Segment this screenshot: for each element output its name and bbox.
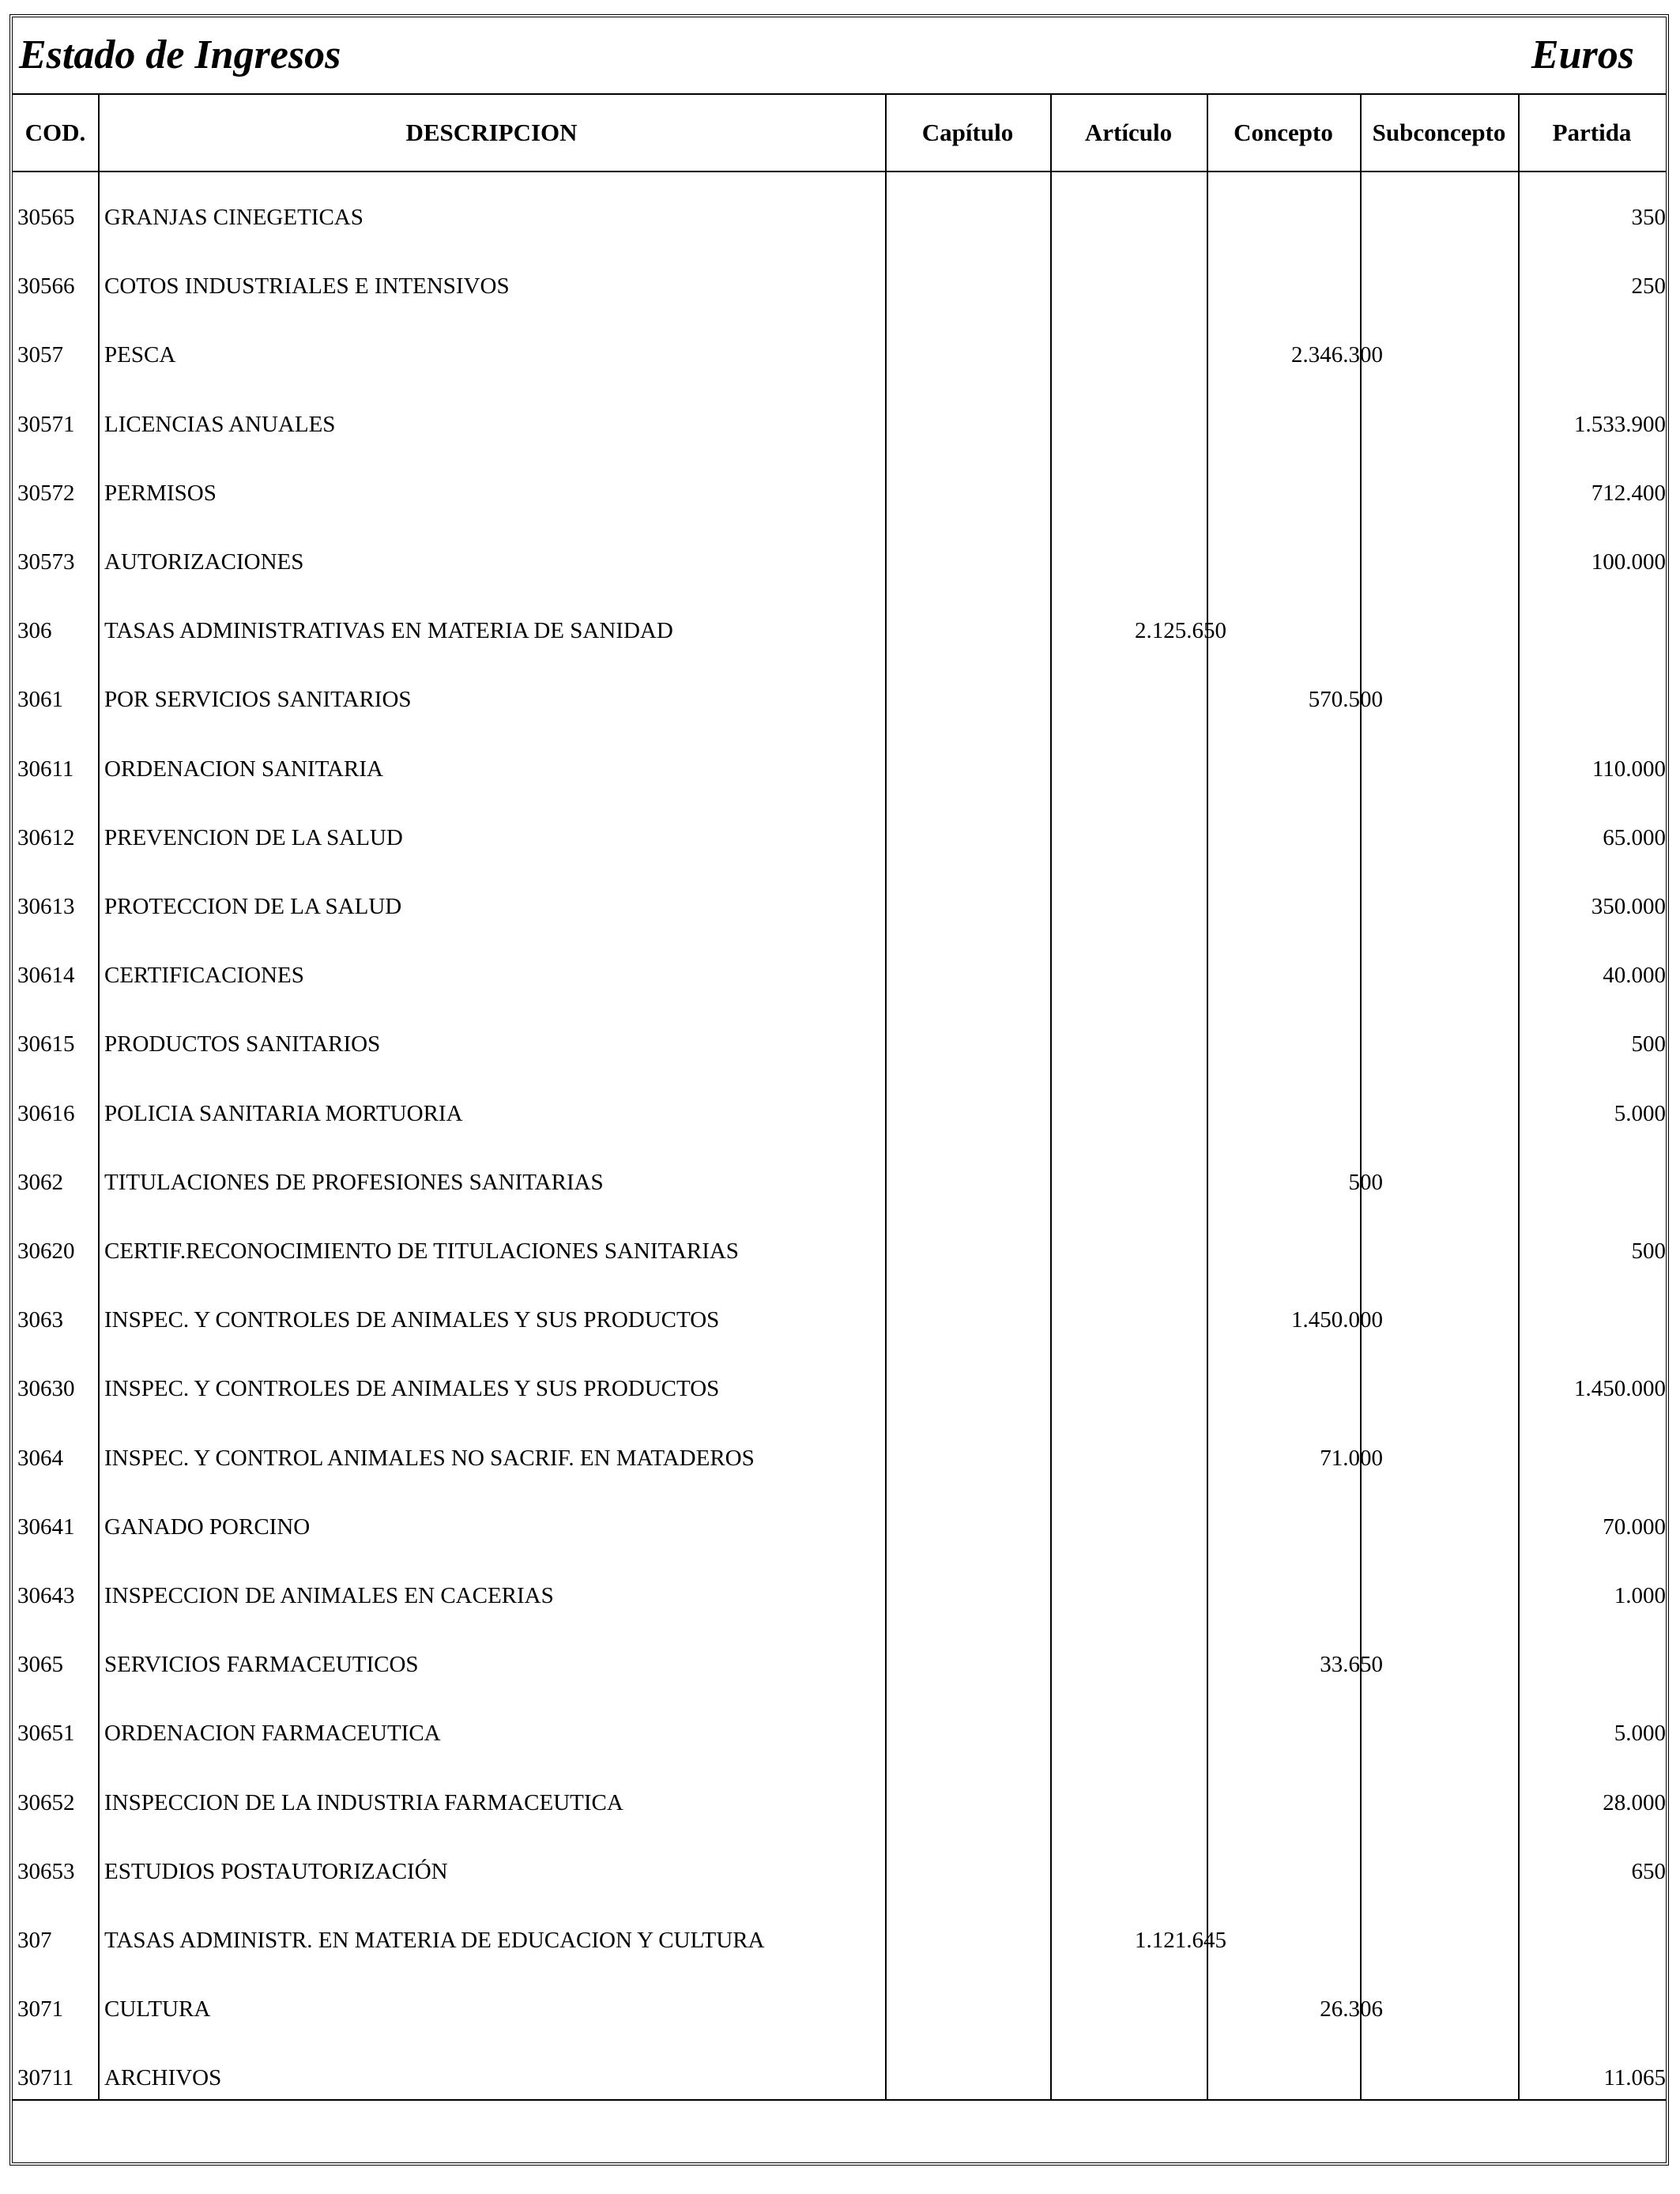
- row-partida: 250: [1631, 273, 1666, 300]
- row-code: 3057: [17, 342, 63, 368]
- row-code: 3061: [17, 687, 63, 713]
- table-row: [13, 2044, 1666, 2113]
- row-code: 30613: [17, 894, 75, 919]
- row-description: CULTURA: [104, 1996, 211, 2022]
- col-header-concepto: Concepto: [1234, 119, 1333, 146]
- table-row: [13, 1080, 1666, 1148]
- table-row: [13, 528, 1666, 597]
- row-partida: 350: [1631, 205, 1666, 230]
- row-partida: 40.000: [1603, 963, 1666, 989]
- row-code: 30641: [17, 1514, 75, 1540]
- table-row: [13, 1010, 1666, 1079]
- row-description: SERVICIOS FARMACEUTICOS: [104, 1652, 419, 1678]
- row-partida: 350.000: [1591, 894, 1666, 919]
- table-row: [13, 1148, 1666, 1217]
- row-description: POLICIA SANITARIA MORTUORIA: [104, 1100, 463, 1126]
- row-subconcepto: 26.306: [1320, 1996, 1383, 2022]
- row-description: ORDENACION SANITARIA: [104, 756, 383, 782]
- row-description: INSPEC. Y CONTROLES DE ANIMALES Y SUS PRODUCTOS: [104, 1307, 720, 1333]
- row-description: COTOS INDUSTRIALES E INTENSIVOS: [104, 273, 510, 300]
- row-code: 30614: [17, 963, 75, 989]
- row-code: 30571: [17, 411, 75, 437]
- row-partida: 28.000: [1603, 1789, 1666, 1815]
- row-code: 30620: [17, 1238, 75, 1264]
- row-partida: 712.400: [1591, 480, 1666, 506]
- row-description: INSPEC. Y CONTROL ANIMALES NO SACRIF. EN MATADEROS: [104, 1445, 755, 1471]
- row-description: POR SERVICIOS SANITARIOS: [104, 687, 412, 713]
- table-row: [13, 1286, 1666, 1355]
- page-title: Estado de Ingresos: [19, 32, 341, 77]
- row-code: 3064: [17, 1445, 63, 1471]
- table-row: [13, 873, 1666, 941]
- row-partida: 1.450.000: [1574, 1376, 1666, 1402]
- row-description: INSPEC. Y CONTROLES DE ANIMALES Y SUS PRODUCTOS: [104, 1376, 720, 1402]
- row-partida: 1.533.900: [1574, 411, 1666, 437]
- row-description: CERTIFICACIONES: [104, 963, 304, 989]
- title-bar: [13, 17, 1666, 95]
- table-row: [13, 390, 1666, 459]
- row-description: PERMISOS: [104, 480, 217, 506]
- col-header-capitulo: Capítulo: [921, 119, 1014, 146]
- table-row: [13, 1838, 1666, 1906]
- table-row: [13, 1699, 1666, 1768]
- row-subconcepto: 570.500: [1308, 687, 1383, 713]
- row-subconcepto: 71.000: [1320, 1445, 1383, 1471]
- row-subconcepto: 500: [1348, 1169, 1383, 1195]
- row-description: ORDENACION FARMACEUTICA: [104, 1721, 441, 1747]
- row-description: LICENCIAS ANUALES: [104, 411, 336, 437]
- row-description: ARCHIVOS: [104, 2065, 222, 2091]
- row-concepto: 1.121.645: [1135, 1928, 1226, 1953]
- row-partida: 5.000: [1614, 1721, 1666, 1747]
- row-subconcepto: 1.450.000: [1291, 1307, 1383, 1333]
- table-row: [13, 1217, 1666, 1286]
- row-code: 30643: [17, 1583, 75, 1608]
- row-partida: 100.000: [1591, 549, 1666, 575]
- row-description: INSPECCION DE ANIMALES EN CACERIAS: [104, 1583, 554, 1608]
- table-row: [13, 1424, 1666, 1493]
- table-row: [13, 597, 1666, 665]
- row-code: 30652: [17, 1789, 75, 1815]
- row-concepto: 2.125.650: [1135, 618, 1226, 644]
- row-code: 30630: [17, 1376, 75, 1402]
- row-description: PREVENCION DE LA SALUD: [104, 824, 403, 850]
- row-code: 307: [17, 1928, 52, 1953]
- row-partida: 500: [1631, 1238, 1666, 1264]
- header-divider: [13, 171, 1666, 172]
- row-description: TASAS ADMINISTR. EN MATERIA DE EDUCACION Y CULTURA: [104, 1928, 765, 1953]
- row-partida: 65.000: [1603, 824, 1666, 850]
- row-subconcepto: 2.346.300: [1291, 342, 1383, 368]
- row-code: 30612: [17, 824, 75, 850]
- col-header-descripcion: DESCRIPCION: [405, 119, 578, 146]
- row-code: 30566: [17, 273, 75, 300]
- row-description: CERTIF.RECONOCIMIENTO DE TITULACIONES SANITARIAS: [104, 1238, 739, 1264]
- table-row: [13, 252, 1666, 321]
- col-header-subconcepto: Subconcepto: [1372, 119, 1506, 146]
- table-row: [13, 1906, 1666, 1975]
- currency-label: Euros: [1531, 32, 1634, 77]
- row-description: TITULACIONES DE PROFESIONES SANITARIAS: [104, 1169, 604, 1195]
- row-description: AUTORIZACIONES: [104, 549, 304, 575]
- row-description: PROTECCION DE LA SALUD: [104, 894, 402, 919]
- table-row: [13, 804, 1666, 873]
- row-description: TASAS ADMINISTRATIVAS EN MATERIA DE SANIDAD: [104, 618, 673, 644]
- table-row: [13, 735, 1666, 804]
- row-partida: 5.000: [1614, 1100, 1666, 1126]
- row-code: 30651: [17, 1721, 75, 1747]
- row-description: PRODUCTOS SANITARIOS: [104, 1031, 381, 1057]
- row-partida: 1.000: [1614, 1583, 1666, 1608]
- table-row: [13, 941, 1666, 1010]
- row-partida: 650: [1631, 1858, 1666, 1884]
- col-header-partida: Partida: [1552, 119, 1632, 146]
- row-code: 30653: [17, 1858, 75, 1884]
- table-row: [13, 1493, 1666, 1562]
- row-description: PESCA: [104, 342, 176, 368]
- table-row: [13, 1355, 1666, 1423]
- table-row: [13, 321, 1666, 390]
- table-row: [13, 459, 1666, 528]
- row-code: 30711: [17, 2065, 74, 2091]
- row-code: 30572: [17, 480, 75, 506]
- row-code: 3071: [17, 1996, 63, 2022]
- table-row: [13, 665, 1666, 734]
- table-row: [13, 1975, 1666, 2044]
- row-code: 30573: [17, 549, 75, 575]
- row-code: 30565: [17, 205, 75, 230]
- row-description: GRANJAS CINEGETICAS: [104, 205, 363, 230]
- row-code: 3062: [17, 1169, 63, 1195]
- row-subconcepto: 33.650: [1320, 1652, 1383, 1678]
- table-row: [13, 183, 1666, 252]
- row-code: 30611: [17, 756, 74, 782]
- row-code: 306: [17, 618, 52, 644]
- col-header-articulo: Artículo: [1084, 119, 1173, 146]
- row-partida: 110.000: [1591, 756, 1666, 782]
- row-partida: 11.065: [1603, 2065, 1666, 2091]
- row-partida: 500: [1631, 1031, 1666, 1057]
- row-code: 3063: [17, 1307, 63, 1333]
- row-code: 30615: [17, 1031, 75, 1057]
- row-code: 3065: [17, 1652, 63, 1678]
- row-description: GANADO PORCINO: [104, 1514, 311, 1540]
- table-row: [13, 1769, 1666, 1838]
- table-row: [13, 1562, 1666, 1630]
- row-partida: 70.000: [1603, 1514, 1666, 1540]
- row-code: 30616: [17, 1100, 75, 1126]
- row-description: ESTUDIOS POSTAUTORIZACIÓN: [104, 1858, 448, 1884]
- budget-table: [9, 14, 1669, 2166]
- row-description: INSPECCION DE LA INDUSTRIA FARMACEUTICA: [104, 1789, 623, 1815]
- col-header-cod: COD.: [24, 119, 86, 146]
- table-row: [13, 1630, 1666, 1699]
